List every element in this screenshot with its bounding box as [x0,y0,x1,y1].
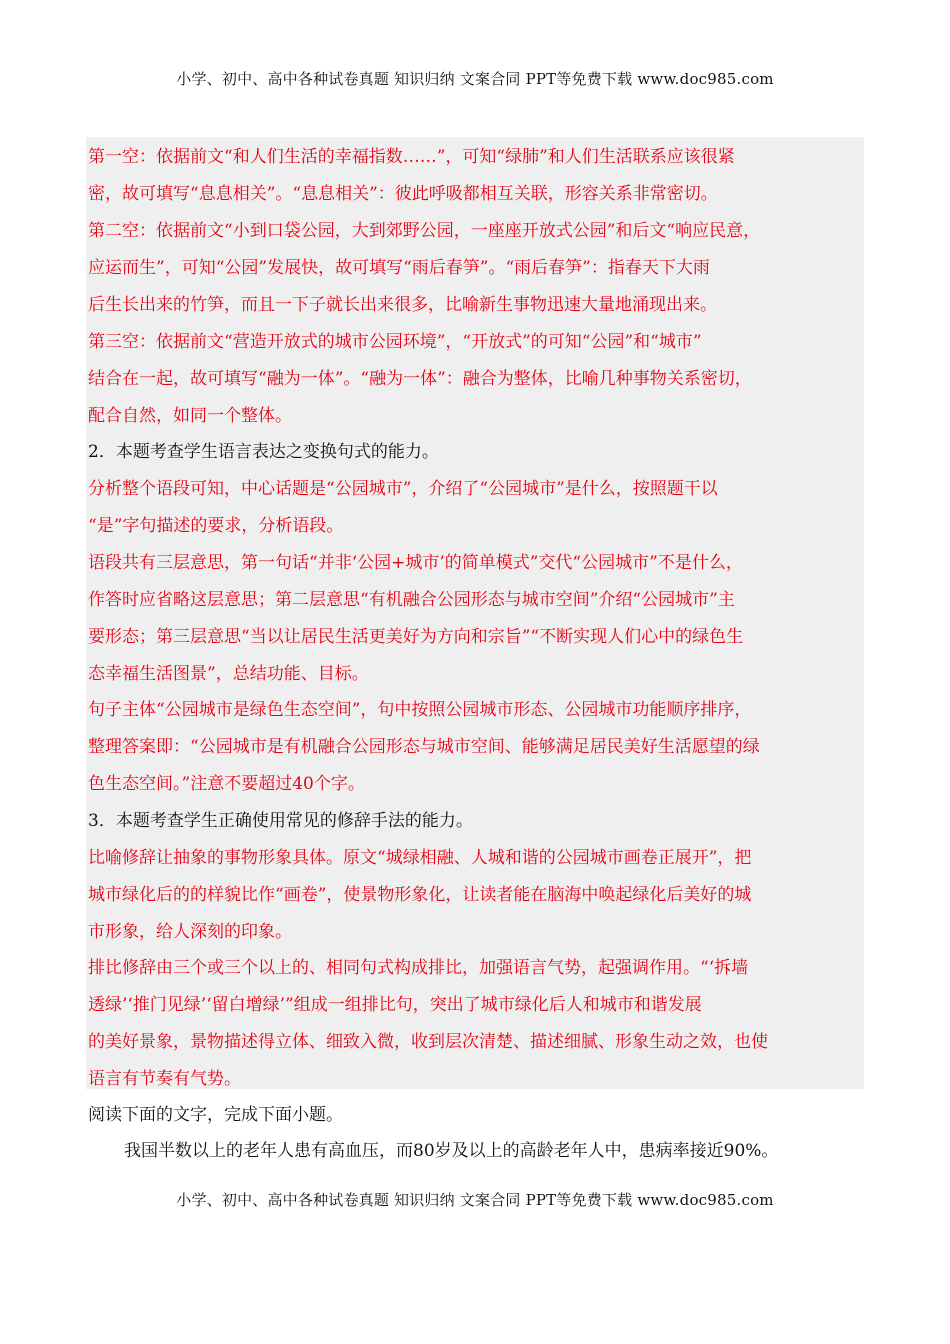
text-line: 比喻修辞让抽象的事物形象具体。原文“城绿相融、人城和谐的公园城市画卷正展开”，把 [88,848,752,868]
text-line: 态幸福生活图景”，总结功能、目标。 [88,664,369,684]
text-line: 配合自然，如同一个整体。 [88,406,292,426]
text-line: 色生态空间。”注意不要超过40个字。 [88,774,365,794]
text-line: 第二空：依据前文“小到口袋公园，大到郊野公园，一座座开放式公园”和后文“响应民意， [88,221,761,241]
text-line: 第三空：依据前文“营造开放式的城市公园环境”，“开放式”的可知“公园”和“城市” [88,332,702,352]
text-line: 作答时应省略这层意思；第二层意思“有机融合公园形态与城市空间”介绍“公园城市”主 [88,590,735,610]
text-line: 我国半数以上的老年人患有高血压，而80岁及以上的高龄老年人中，患病率接近90%。 [124,1141,779,1161]
text-line: 第一空：依据前文“和人们生活的幸福指数……”，可知“绿肺”和人们生活联系应该很紧 [88,147,735,167]
answer-explanation-block [86,137,864,1089]
text-line: 要形态；第三层意思“当以让居民生活更美好为方向和宗旨”“不断实现人们心中的绿色生 [88,627,744,647]
text-line: 结合在一起，故可填写“融为一体”。“融为一体”：融合为整体，比喻几种事物关系密切， [88,369,752,389]
text-line: “是”字句描述的要求，分析语段。 [88,516,344,536]
text-line: 整理答案即：“公园城市是有机融合公园形态与城市空间、能够满足居民美好生活愿望的绿 [88,737,760,757]
page-header: 小学、初中、高中各种试卷真题 知识归纳 文案合同 PPT等免费下载 www.doc985.com [176,70,774,88]
text-line: 后生长出来的竹笋，而且一下子就长出来很多，比喻新生事物迅速大量地涌现出来。 [88,295,717,315]
text-line: 城市绿化后的的样貌比作“画卷”，使景物形象化，让读者能在脑海中唤起绿化后美好的城 [88,885,752,905]
text-line: 应运而生”，可知“公园”发展快，故可填写“雨后春笋”。“雨后春笋”：指春天下大雨 [88,258,710,278]
text-line: 分析整个语段可知，中心话题是“公园城市”，介绍了“公园城市”是什么，按照题干以 [88,479,718,499]
text-line: 语段共有三层意思，第一句话“并非‘公园+城市’的简单模式”交代“公园城市”不是什么， [88,553,743,573]
text-line: 的美好景象，景物描述得立体、细致入微，收到层次清楚、描述细腻、形象生动之效，也使 [88,1032,768,1052]
text-line: 句子主体“公园城市是绿色生态空间”，句中按照公园城市形态、公园城市功能顺序排序， [88,700,752,720]
text-line: 市形象，给人深刻的印象。 [88,922,292,942]
text-line: 排比修辞由三个或三个以上的、相同句式构成排比，加强语言气势，起强调作用。“‘拆墙 [88,958,749,978]
text-line: 3．本题考查学生正确使用常见的修辞手法的能力。 [88,811,473,831]
page-footer: 小学、初中、高中各种试卷真题 知识归纳 文案合同 PPT等免费下载 www.doc985.com [176,1191,774,1209]
text-line: 阅读下面的文字，完成下面小题。 [88,1105,343,1125]
text-line: 密，故可填写“息息相关”。“息息相关”：彼此呼吸都相互关联，形容关系非常密切。 [88,184,718,204]
text-line: 语言有节奏有气势。 [88,1069,241,1089]
text-line: 透绿’‘推门见绿’‘留白增绿’”组成一组排比句，突出了城市绿化后人和城市和谐发展 [88,995,702,1015]
text-line: 2．本题考查学生语言表达之变换句式的能力。 [88,442,439,462]
